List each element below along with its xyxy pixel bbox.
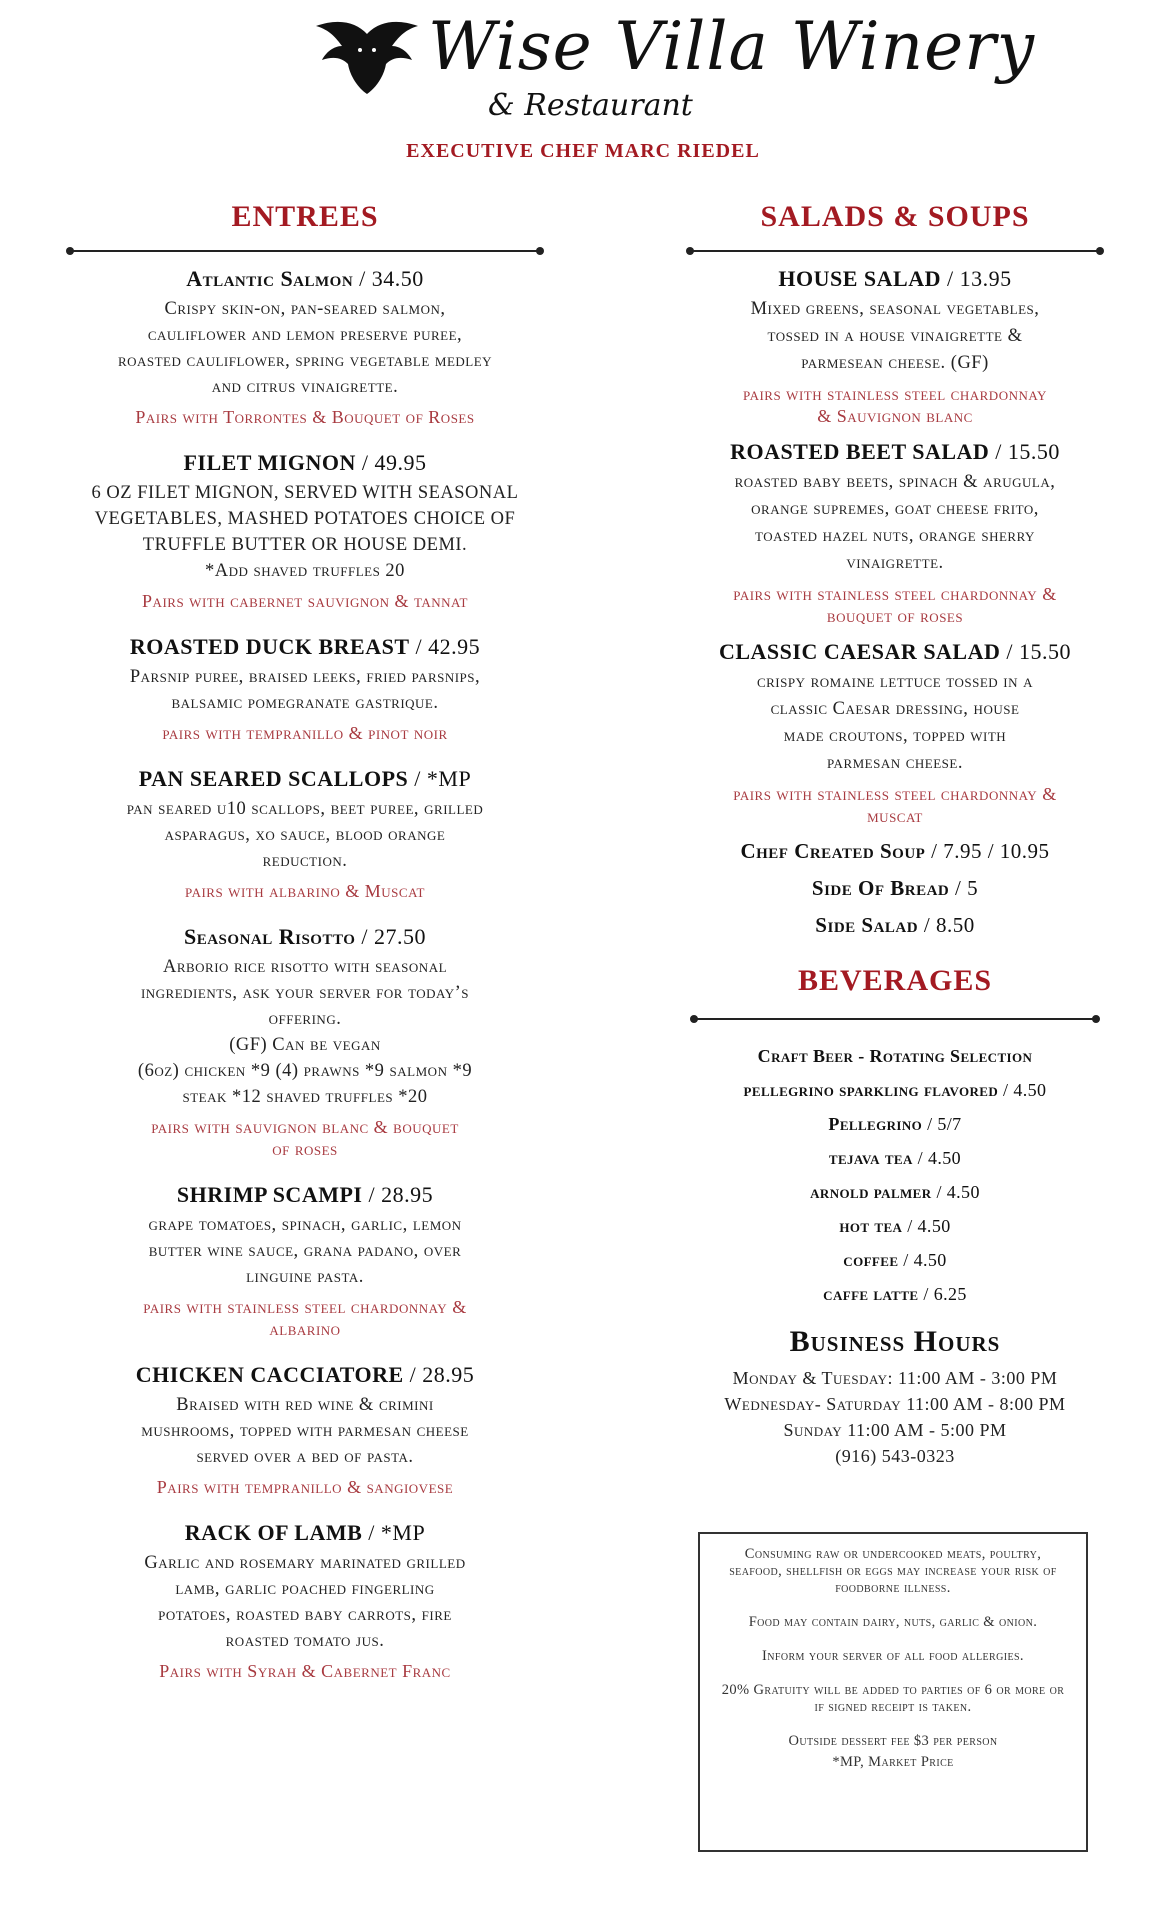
beverage-item (650, 1114, 1140, 1135)
description-line: offering. (268, 1009, 342, 1029)
allergy-notice-box (698, 1532, 1088, 1852)
entrees-divider (66, 244, 544, 258)
description-line: reduction. (262, 851, 348, 871)
price-separator: / (362, 1182, 382, 1207)
description-line: butter wine sauce, grana padano, over (148, 1241, 462, 1261)
menu-item-name: ROASTED BEET SALAD (730, 439, 990, 464)
wine-pairing (30, 590, 580, 612)
wine-pairing (30, 1660, 580, 1682)
wine-pairing (30, 1116, 580, 1160)
beverage-item (650, 1080, 1140, 1101)
price-separator: / (925, 839, 944, 863)
wine-pairing-line: pairs with stainless steel chardonnay & (733, 584, 1057, 604)
hours-line: Sunday 11:00 AM - 5:00 PM (783, 1420, 1007, 1440)
description-line: orange supremes, goat cheese frito, (751, 499, 1039, 519)
notice-paragraph: Food may contain dairy, nuts, garlic & onion. (748, 1614, 1038, 1630)
beverage-price: 4.50 (1013, 1080, 1047, 1100)
menu-item-name: CLASSIC CAESAR SALAD (718, 639, 1001, 664)
description-line: Arborio rice risotto with seasonal (162, 957, 448, 977)
description-line: lamb, garlic poached fingerling (175, 1579, 435, 1599)
description-line: 6 OZ FILET MIGNON, SERVED WITH SEASONAL (91, 483, 519, 503)
menu-item-description (38, 954, 572, 1110)
menu-item-price: 27.50 (374, 924, 427, 949)
side-item-price: 5 (967, 876, 979, 900)
menu-item-price: *MP (380, 1520, 426, 1545)
menu-item-name: PAN SEARED SCALLOPS (138, 766, 409, 791)
entrees-title: ENTREES (231, 200, 379, 233)
menu-item-title (30, 1362, 580, 1388)
brand-subtitle: & Restaurant (488, 88, 693, 123)
description-line: balsamic pomegranate gastrique. (171, 693, 439, 713)
menu-item-price: 28.95 (422, 1362, 475, 1387)
description-line: Braised with red wine & crimini (176, 1395, 434, 1415)
menu-item (30, 924, 580, 1160)
beverages-divider (690, 1012, 1100, 1026)
description-line: roasted cauliflower, spring vegetable medley (117, 351, 493, 371)
price-separator: / (949, 876, 968, 900)
entrees-section (30, 200, 580, 1704)
menu-item (30, 450, 580, 612)
description-line: mushrooms, topped with parmesan cheese (141, 1421, 469, 1441)
menu-item-description (658, 469, 1132, 577)
beverage-item (650, 1250, 1140, 1271)
beverage-name: tejava tea (828, 1148, 913, 1168)
description-line: classic Caesar dressing, house (770, 699, 1020, 719)
wine-pairing-line: albarino (269, 1319, 341, 1339)
wine-pairing-line: Pairs with tempranillo & sangiovese (156, 1477, 454, 1497)
beverages-section (650, 964, 1140, 1305)
brand-name: Wise Villa Winery (428, 8, 1036, 85)
menu-item (30, 1182, 580, 1340)
menu-item (30, 766, 580, 902)
wine-pairing-line: Pairs with Torrontes & Bouquet of Roses (135, 407, 475, 427)
price-separator: / (940, 266, 960, 291)
description-line: parmesean cheese. (GF) (801, 353, 989, 373)
beverage-price: 5/7 (937, 1114, 962, 1134)
price-separator: / (355, 924, 375, 949)
beverage-item (650, 1046, 1140, 1067)
side-item (650, 913, 1140, 938)
description-line: roasted baby beets, spinach & arugula, (734, 472, 1056, 492)
notice-paragraph: *MP, Market Price (832, 1754, 954, 1770)
wine-pairing-line: & Sauvignon blanc (817, 406, 973, 426)
menu-item-name: Atlantic Salmon (186, 266, 354, 291)
hours-line: (916) 543-0323 (835, 1446, 955, 1466)
menu-item-description (658, 669, 1132, 777)
beverage-item (650, 1216, 1140, 1237)
wine-pairing-line: of roses (272, 1139, 338, 1159)
beverage-price: 4.50 (946, 1182, 980, 1202)
wine-pairing-line: muscat (867, 806, 923, 826)
menu-item-description (38, 1212, 572, 1290)
side-item-name: Chef Created Soup (740, 839, 926, 863)
salads-list (650, 266, 1140, 827)
entrees-list (30, 266, 580, 1682)
hours-list (650, 1365, 1140, 1469)
menu-item-title (30, 1520, 580, 1546)
menu-item-description (38, 296, 572, 400)
side-item-name: Side Salad (815, 913, 919, 937)
menu-item-title (30, 266, 580, 292)
hours-line: Monday & Tuesday: 11:00 AM - 3:00 PM (732, 1368, 1058, 1388)
price-separator: / (902, 1216, 918, 1236)
wine-pairing (30, 1476, 580, 1498)
menu-item (650, 639, 1140, 827)
menu-item-title (650, 639, 1140, 665)
description-line: TRUFFLE BUTTER OR HOUSE DEMI. (142, 535, 468, 555)
wine-pairing-line: bouquet of roses (826, 606, 964, 626)
menu-item (30, 634, 580, 744)
beverage-name: Craft Beer - Rotating Selection (757, 1046, 1033, 1066)
wine-pairing (30, 1296, 580, 1340)
side-item-price: 7.95 / 10.95 (943, 839, 1050, 863)
description-line: crispy romaine lettuce tossed in a (756, 672, 1034, 692)
description-line: linguine pasta. (246, 1267, 364, 1287)
menu-item-name: Seasonal Risotto (183, 924, 356, 949)
owl-icon (312, 16, 422, 96)
menu-item-title (30, 450, 580, 476)
description-line: (GF) Can be vegan (229, 1035, 381, 1055)
menu-item-price: 34.50 (371, 266, 424, 291)
price-separator: / (353, 266, 372, 291)
description-line: tossed in a house vinaigrette & (767, 326, 1023, 346)
wine-pairing (650, 783, 1140, 827)
beverage-name: pellegrino sparkling flavored (743, 1080, 999, 1100)
wine-pairing (650, 583, 1140, 627)
price-separator: / (922, 1114, 938, 1134)
menu-item-price: 13.95 (959, 266, 1012, 291)
menu-item-description (38, 796, 572, 874)
price-separator: / (408, 766, 427, 791)
description-line: cauliflower and lemon preserve puree, (147, 325, 463, 345)
price-separator: / (931, 1182, 947, 1202)
menu-item-price: 15.50 (1019, 639, 1072, 664)
menu-item-title (30, 634, 580, 660)
description-line: vinaigrette. (846, 553, 944, 573)
menu-item-title (30, 924, 580, 950)
menu-item-title (650, 439, 1140, 465)
salads-soups-section (650, 200, 1140, 1469)
menu-item-description (38, 1392, 572, 1470)
menu-item-name: ROASTED DUCK BREAST (129, 634, 410, 659)
beverage-name: coffee (843, 1250, 899, 1270)
description-line: Garlic and rosemary marinated grilled (144, 1553, 466, 1573)
menu-item-name: HOUSE SALAD (778, 266, 941, 291)
menu-item-description (38, 1550, 572, 1654)
description-line: Crispy skin-on, pan-seared salmon, (164, 299, 446, 319)
description-line: and citrus vinaigrette. (211, 377, 399, 397)
notice-paragraph: Outside dessert fee $3 per person (788, 1733, 998, 1749)
description-line: pan seared u10 scallops, beet puree, grilled (126, 799, 484, 819)
wine-pairing (30, 406, 580, 428)
wine-pairing-line: pairs with sauvignon blanc & bouquet (151, 1117, 459, 1137)
description-line: ingredients, ask your server for today’s (140, 983, 470, 1003)
description-line: (6oz) chicken *9 (4) prawns *9 salmon *9 (137, 1061, 473, 1081)
menu-item-name: SHRIMP SCAMPI (176, 1182, 363, 1207)
description-line: Parsnip puree, braised leeks, fried parsnips, (129, 667, 481, 687)
menu-item-description (38, 480, 572, 584)
beverage-name: arnold palmer (810, 1182, 932, 1202)
business-hours (650, 1325, 1140, 1469)
beverage-name: caffe latte (823, 1284, 919, 1304)
salads-divider (686, 244, 1104, 258)
menu-item-description (658, 296, 1132, 377)
price-separator: / (918, 1284, 934, 1304)
menu-item-name: FILET MIGNON (183, 450, 356, 475)
description-line: steak *12 shaved truffles *20 (182, 1087, 428, 1107)
wine-pairing-line: pairs with stainless steel chardonnay & (733, 784, 1057, 804)
wine-pairing (30, 722, 580, 744)
menu-item-price: 15.50 (1007, 439, 1060, 464)
wine-pairing-line: pairs with stainless steel chardonnay (743, 384, 1047, 404)
wine-pairing-line: Pairs with Syrah & Cabernet Franc (159, 1661, 451, 1681)
wine-pairing (30, 880, 580, 902)
menu-item-title (30, 766, 580, 792)
price-separator: / (912, 1148, 928, 1168)
menu-item (650, 266, 1140, 427)
business-hours-title: Business Hours (789, 1325, 1001, 1358)
wine-pairing-line: pairs with tempranillo & pinot noir (162, 723, 448, 743)
side-item-name: Side Of Bread (811, 876, 950, 900)
notice-paragraph: Inform your server of all food allergies. (762, 1648, 1024, 1664)
wine-pairing (650, 383, 1140, 427)
description-line: potatoes, roasted baby carrots, fire (158, 1605, 452, 1625)
description-line: Mixed greens, seasonal vegetables, (750, 299, 1040, 319)
side-item (650, 876, 1140, 901)
beverage-item (650, 1182, 1140, 1203)
price-separator: / (989, 439, 1008, 464)
price-separator: / (409, 634, 429, 659)
menu-item-price: *MP (426, 766, 472, 791)
menu-item-name: RACK OF LAMB (184, 1520, 363, 1545)
description-line: VEGETABLES, MASHED POTATOES CHOICE OF (94, 509, 516, 529)
wine-pairing-line: Pairs with cabernet sauvignon & tannat (142, 591, 468, 611)
beverage-name: hot tea (839, 1216, 903, 1236)
description-line: asparagus, xo sauce, blood orange (164, 825, 446, 845)
beverage-price: 6.25 (933, 1284, 967, 1304)
description-line: parmesan cheese. (827, 753, 963, 773)
price-separator: / (1000, 639, 1020, 664)
beverages-list (650, 1046, 1140, 1305)
description-line: grape tomatoes, spinach, garlic, lemon (148, 1215, 462, 1235)
menu-item-price: 42.95 (428, 634, 481, 659)
price-separator: / (998, 1080, 1014, 1100)
description-line: toasted hazel nuts, orange sherry (755, 526, 1035, 546)
description-line: made croutons, topped with (783, 726, 1007, 746)
beverage-name: Pellegrino (828, 1114, 923, 1134)
price-separator: / (898, 1250, 914, 1270)
notice-paragraph: Consuming raw or undercooked meats, poultry, seafood, shellfish or eggs may increase your risk of foodborne illness. (729, 1546, 1057, 1596)
beverage-price: 4.50 (917, 1216, 951, 1236)
price-separator: / (355, 450, 375, 475)
beverages-title: BEVERAGES (797, 964, 993, 997)
wine-pairing-line: pairs with albarino & Muscat (185, 881, 425, 901)
beverage-price: 4.50 (927, 1148, 962, 1168)
menu-item-price: 28.95 (381, 1182, 434, 1207)
menu-item (30, 1520, 580, 1682)
notice-paragraph: 20% Gratuity will be added to parties of 6 or more or if signed receipt is taken. (721, 1682, 1065, 1715)
wine-pairing-line: pairs with stainless steel chardonnay & (143, 1297, 467, 1317)
price-separator: / (918, 913, 936, 937)
menu-item (650, 439, 1140, 627)
menu-item-name: CHICKEN CACCIATORE (135, 1362, 404, 1387)
menu-item-title (30, 1182, 580, 1208)
salads-title: SALADS & SOUPS (760, 200, 1030, 233)
hours-line: Wednesday- Saturday 11:00 AM - 8:00 PM (724, 1394, 1066, 1414)
beverage-price: 4.50 (913, 1250, 947, 1270)
menu-header (0, 0, 1166, 170)
side-item (650, 839, 1140, 864)
menu-item-title (650, 266, 1140, 292)
description-line: *Add shaved truffles 20 (205, 561, 405, 581)
menu-item-price: 49.95 (374, 450, 427, 475)
price-separator: / (362, 1520, 381, 1545)
menu-item-description (38, 664, 572, 716)
description-line: served over a bed of pasta. (196, 1447, 414, 1467)
beverage-item (650, 1148, 1140, 1169)
soups-sides-list (650, 839, 1140, 938)
menu-item (30, 1362, 580, 1498)
executive-chef: EXECUTIVE CHEF MARC RIEDEL (406, 140, 760, 162)
price-separator: / (403, 1362, 423, 1387)
description-line: roasted tomato jus. (225, 1631, 385, 1651)
side-item-price: 8.50 (935, 913, 975, 937)
beverage-item (650, 1284, 1140, 1305)
menu-item (30, 266, 580, 428)
